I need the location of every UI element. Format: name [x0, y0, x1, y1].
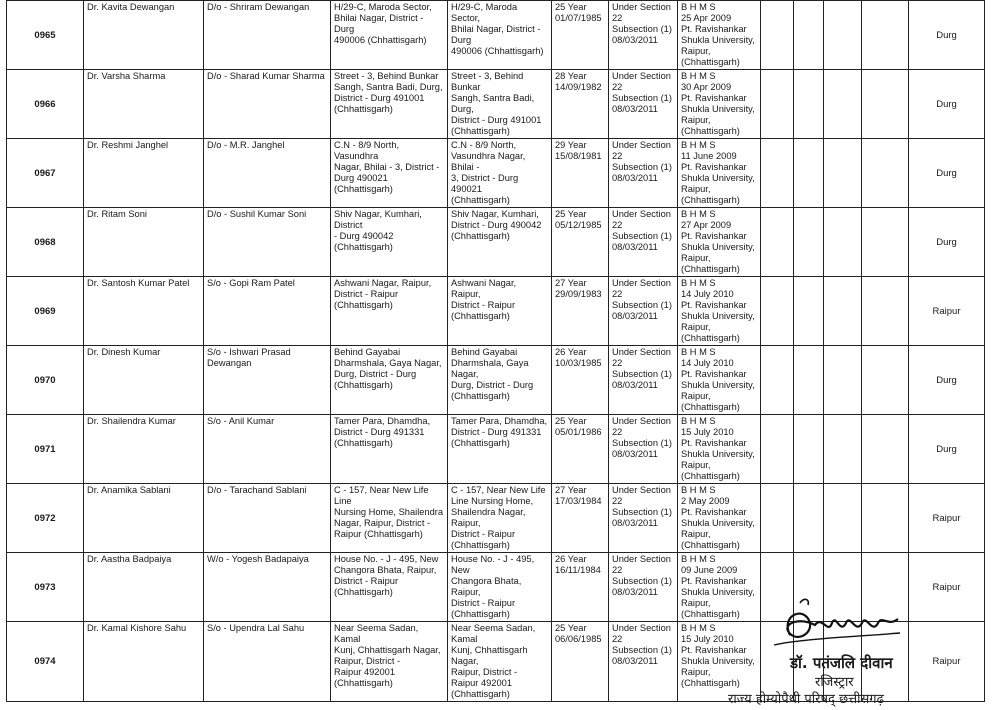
doctor-name-cell: Dr. Shailendra Kumar — [84, 415, 204, 484]
table-row — [7, 346, 985, 415]
district-cell: Raipur — [909, 622, 985, 702]
empty-cell — [862, 208, 909, 277]
empty-cell — [862, 346, 909, 415]
correspondence-address-cell: Shiv Nagar, Kumhari, District - Durg 490042 (Chhattisgarh) — [448, 208, 552, 277]
qualification-cell: B H M S 25 Apr 2009 Pt. Ravishankar Shukla University, Raipur, (Chhattisgarh) — [678, 1, 761, 70]
serial-number-cell: 0967 — [7, 139, 84, 208]
empty-cell — [794, 139, 824, 208]
doctor-name-cell: Dr. Kavita Dewangan — [84, 1, 204, 70]
serial-number-cell: 0972 — [7, 484, 84, 553]
registration-section-cell: Under Section 22 Subsection (1) 08/03/2011 — [609, 139, 678, 208]
qualification-cell: B H M S 09 June 2009 Pt. Ravishankar Shukla University, Raipur, (Chhattisgarh) — [678, 553, 761, 622]
empty-cell — [761, 139, 794, 208]
empty-cell — [824, 208, 862, 277]
relation-cell: S/o - Upendra Lal Sahu — [204, 622, 331, 702]
permanent-address-cell: C.N - 8/9 North, Vasundhra Nagar, Bhilai - 3, District - Durg 490021 (Chhattisgarh) — [331, 139, 448, 208]
registration-section-cell: Under Section 22 Subsection (1) 08/03/2011 — [609, 277, 678, 346]
district-cell: Durg — [909, 139, 985, 208]
qualification-cell: B H M S 30 Apr 2009 Pt. Ravishankar Shukla University, Raipur, (Chhattisgarh) — [678, 70, 761, 139]
relation-cell: D/o - Sushil Kumar Soni — [204, 208, 331, 277]
serial-number-cell: 0965 — [7, 1, 84, 70]
serial-number-cell: 0970 — [7, 346, 84, 415]
empty-cell — [824, 484, 862, 553]
correspondence-address-cell: C.N - 8/9 North, Vasundhra Nagar, Bhilai - 3, District - Durg 490021 (Chhattisgarh) — [448, 139, 552, 208]
registrar-title: रजिस्ट्रार — [815, 675, 854, 690]
correspondence-address-cell: Near Seema Sadan, Kamal Kunj, Chhattisgarh Nagar, Raipur, District - Raipur 492001 (Chhattisgarh) — [448, 622, 552, 702]
relation-cell: S/o - Gopi Ram Patel — [204, 277, 331, 346]
qualification-cell: B H M S 11 June 2009 Pt. Ravishankar Shukla University, Raipur, (Chhattisgarh) — [678, 139, 761, 208]
age-dob-cell: 28 Year 14/09/1982 — [552, 70, 609, 139]
empty-cell — [824, 415, 862, 484]
doctor-name-cell: Dr. Ritam Soni — [84, 208, 204, 277]
registration-section-cell: Under Section 22 Subsection (1) 08/03/2011 — [609, 208, 678, 277]
district-cell: Raipur — [909, 553, 985, 622]
doctor-name-cell: Dr. Varsha Sharma — [84, 70, 204, 139]
empty-cell — [794, 346, 824, 415]
empty-cell — [794, 277, 824, 346]
age-dob-cell: 25 Year 05/01/1986 — [552, 415, 609, 484]
empty-cell — [761, 415, 794, 484]
qualification-cell: B H M S 15 July 2010 Pt. Ravishankar Shukla University, Raipur, (Chhattisgarh) — [678, 622, 761, 702]
age-dob-cell: 26 Year 16/11/1984 — [552, 553, 609, 622]
serial-number-cell: 0971 — [7, 415, 84, 484]
age-dob-cell: 27 Year 17/03/1984 — [552, 484, 609, 553]
permanent-address-cell: Ashwani Nagar, Raipur, District - Raipur (Chhattisgarh) — [331, 277, 448, 346]
registration-section-cell: Under Section 22 Subsection (1) 08/03/2011 — [609, 415, 678, 484]
relation-cell: W/o - Yogesh Badapaiya — [204, 553, 331, 622]
empty-cell — [761, 1, 794, 70]
qualification-cell: B H M S 14 July 2010 Pt. Ravishankar Shukla University, Raipur, (Chhattisgarh) — [678, 346, 761, 415]
registration-section-cell: Under Section 22 Subsection (1) 08/03/2011 — [609, 70, 678, 139]
registration-section-cell: Under Section 22 Subsection (1) 08/03/2011 — [609, 346, 678, 415]
table-row — [7, 484, 985, 553]
registrar-name: डॉ. पतंजलि दीवान — [790, 654, 893, 672]
registration-section-cell: Under Section 22 Subsection (1) 08/03/2011 — [609, 484, 678, 553]
age-dob-cell: 26 Year 10/03/1985 — [552, 346, 609, 415]
correspondence-address-cell: C - 157, Near New Life Line Nursing Home, Shailendra Nagar, Raipur, District - Raipur (Chhattisgarh) — [448, 484, 552, 553]
permanent-address-cell: Tamer Para, Dhamdha, District - Durg 491331 (Chhattisgarh) — [331, 415, 448, 484]
age-dob-cell: 25 Year 05/12/1985 — [552, 208, 609, 277]
empty-cell — [862, 1, 909, 70]
relation-cell: S/o - Anil Kumar — [204, 415, 331, 484]
age-dob-cell: 27 Year 29/09/1983 — [552, 277, 609, 346]
relation-cell: D/o - Shriram Dewangan — [204, 1, 331, 70]
correspondence-address-cell: Street - 3, Behind Bunkar Sangh, Santra Badi, Durg, District - Durg 491001 (Chhattisgarh) — [448, 70, 552, 139]
empty-cell — [862, 277, 909, 346]
empty-cell — [794, 415, 824, 484]
empty-cell — [761, 277, 794, 346]
table-row — [7, 1, 985, 70]
empty-cell — [862, 70, 909, 139]
age-dob-cell: 29 Year 15/08/1981 — [552, 139, 609, 208]
correspondence-address-cell: Behind Gayabai Dharmshala, Gaya Nagar, Durg, District - Durg (Chhattisgarh) — [448, 346, 552, 415]
empty-cell — [824, 139, 862, 208]
serial-number-cell: 0974 — [7, 622, 84, 702]
permanent-address-cell: Street - 3, Behind Bunkar Sangh, Santra Badi, Durg, District - Durg 491001 (Chhattisgarh) — [331, 70, 448, 139]
relation-cell: D/o - Sharad Kumar Sharma — [204, 70, 331, 139]
serial-number-cell: 0968 — [7, 208, 84, 277]
district-cell: Durg — [909, 415, 985, 484]
table-row — [7, 70, 985, 139]
empty-cell — [794, 484, 824, 553]
relation-cell: S/o - Ishwari Prasad Dewangan — [204, 346, 331, 415]
district-cell: Durg — [909, 1, 985, 70]
doctor-name-cell: Dr. Reshmi Janghel — [84, 139, 204, 208]
empty-cell — [824, 277, 862, 346]
empty-cell — [761, 484, 794, 553]
relation-cell: D/o - Tarachand Sablani — [204, 484, 331, 553]
correspondence-address-cell: Ashwani Nagar, Raipur, District - Raipur (Chhattisgarh) — [448, 277, 552, 346]
council-name: राज्य होम्योपैथी परिषद् छत्तीसगढ़ — [728, 692, 884, 707]
table-row — [7, 208, 985, 277]
permanent-address-cell: Behind Gayabai Dharmshala, Gaya Nagar, Durg, District - Durg (Chhattisgarh) — [331, 346, 448, 415]
district-cell: Durg — [909, 70, 985, 139]
serial-number-cell: 0969 — [7, 277, 84, 346]
empty-cell — [824, 1, 862, 70]
permanent-address-cell: Shiv Nagar, Kumhari, District - Durg 490042 (Chhattisgarh) — [331, 208, 448, 277]
empty-cell — [794, 70, 824, 139]
empty-cell — [862, 415, 909, 484]
doctor-name-cell: Dr. Aastha Badpaiya — [84, 553, 204, 622]
permanent-address-cell: House No. - J - 495, New Changora Bhata, Raipur, District - Raipur (Chhattisgarh) — [331, 553, 448, 622]
empty-cell — [862, 484, 909, 553]
age-dob-cell: 25 Year 06/06/1985 — [552, 622, 609, 702]
empty-cell — [761, 70, 794, 139]
permanent-address-cell: C - 157, Near New Life Line Nursing Home, Shailendra Nagar, Raipur, District - Raipur (Chhattisgarh) — [331, 484, 448, 553]
empty-cell — [761, 208, 794, 277]
qualification-cell: B H M S 2 May 2009 Pt. Ravishankar Shukla University, Raipur, (Chhattisgarh) — [678, 484, 761, 553]
empty-cell — [794, 1, 824, 70]
table-row — [7, 277, 985, 346]
empty-cell — [761, 346, 794, 415]
qualification-cell: B H M S 15 July 2010 Pt. Ravishankar Shukla University, Raipur, (Chhattisgarh) — [678, 415, 761, 484]
qualification-cell: B H M S 14 July 2010 Pt. Ravishankar Shukla University, Raipur, (Chhattisgarh) — [678, 277, 761, 346]
doctor-name-cell: Dr. Dinesh Kumar — [84, 346, 204, 415]
serial-number-cell: 0973 — [7, 553, 84, 622]
correspondence-address-cell: Tamer Para, Dhamdha, District - Durg 491331 (Chhattisgarh) — [448, 415, 552, 484]
table-row — [7, 139, 985, 208]
district-cell: Durg — [909, 346, 985, 415]
district-cell: Raipur — [909, 277, 985, 346]
registration-section-cell: Under Section 22 Subsection (1) 08/03/2011 — [609, 1, 678, 70]
relation-cell: D/o - M.R. Janghel — [204, 139, 331, 208]
correspondence-address-cell: H/29-C, Maroda Sector, Bhilai Nagar, District - Durg 490006 (Chhattisgarh) — [448, 1, 552, 70]
signature-scribble — [760, 595, 910, 655]
district-cell: Raipur — [909, 484, 985, 553]
doctor-name-cell: Dr. Anamika Sablani — [84, 484, 204, 553]
registration-section-cell: Under Section 22 Subsection (1) 08/03/2011 — [609, 553, 678, 622]
permanent-address-cell: Near Seema Sadan, Kamal Kunj, Chhattisgarh Nagar, Raipur, District - Raipur 492001 (Chhattisgarh) — [331, 622, 448, 702]
correspondence-address-cell: House No. - J - 495, New Changora Bhata, Raipur, District - Raipur (Chhattisgarh) — [448, 553, 552, 622]
registration-section-cell: Under Section 22 Subsection (1) 08/03/2011 — [609, 622, 678, 702]
empty-cell — [794, 208, 824, 277]
empty-cell — [824, 70, 862, 139]
empty-cell — [862, 139, 909, 208]
permanent-address-cell: H/29-C, Maroda Sector, Bhilai Nagar, District - Durg 490006 (Chhattisgarh) — [331, 1, 448, 70]
empty-cell — [824, 346, 862, 415]
serial-number-cell: 0966 — [7, 70, 84, 139]
table-row — [7, 415, 985, 484]
age-dob-cell: 25 Year 01/07/1985 — [552, 1, 609, 70]
district-cell: Durg — [909, 208, 985, 277]
qualification-cell: B H M S 27 Apr 2009 Pt. Ravishankar Shukla University, Raipur, (Chhattisgarh) — [678, 208, 761, 277]
doctor-name-cell: Dr. Santosh Kumar Patel — [84, 277, 204, 346]
doctor-name-cell: Dr. Kamal Kishore Sahu — [84, 622, 204, 702]
